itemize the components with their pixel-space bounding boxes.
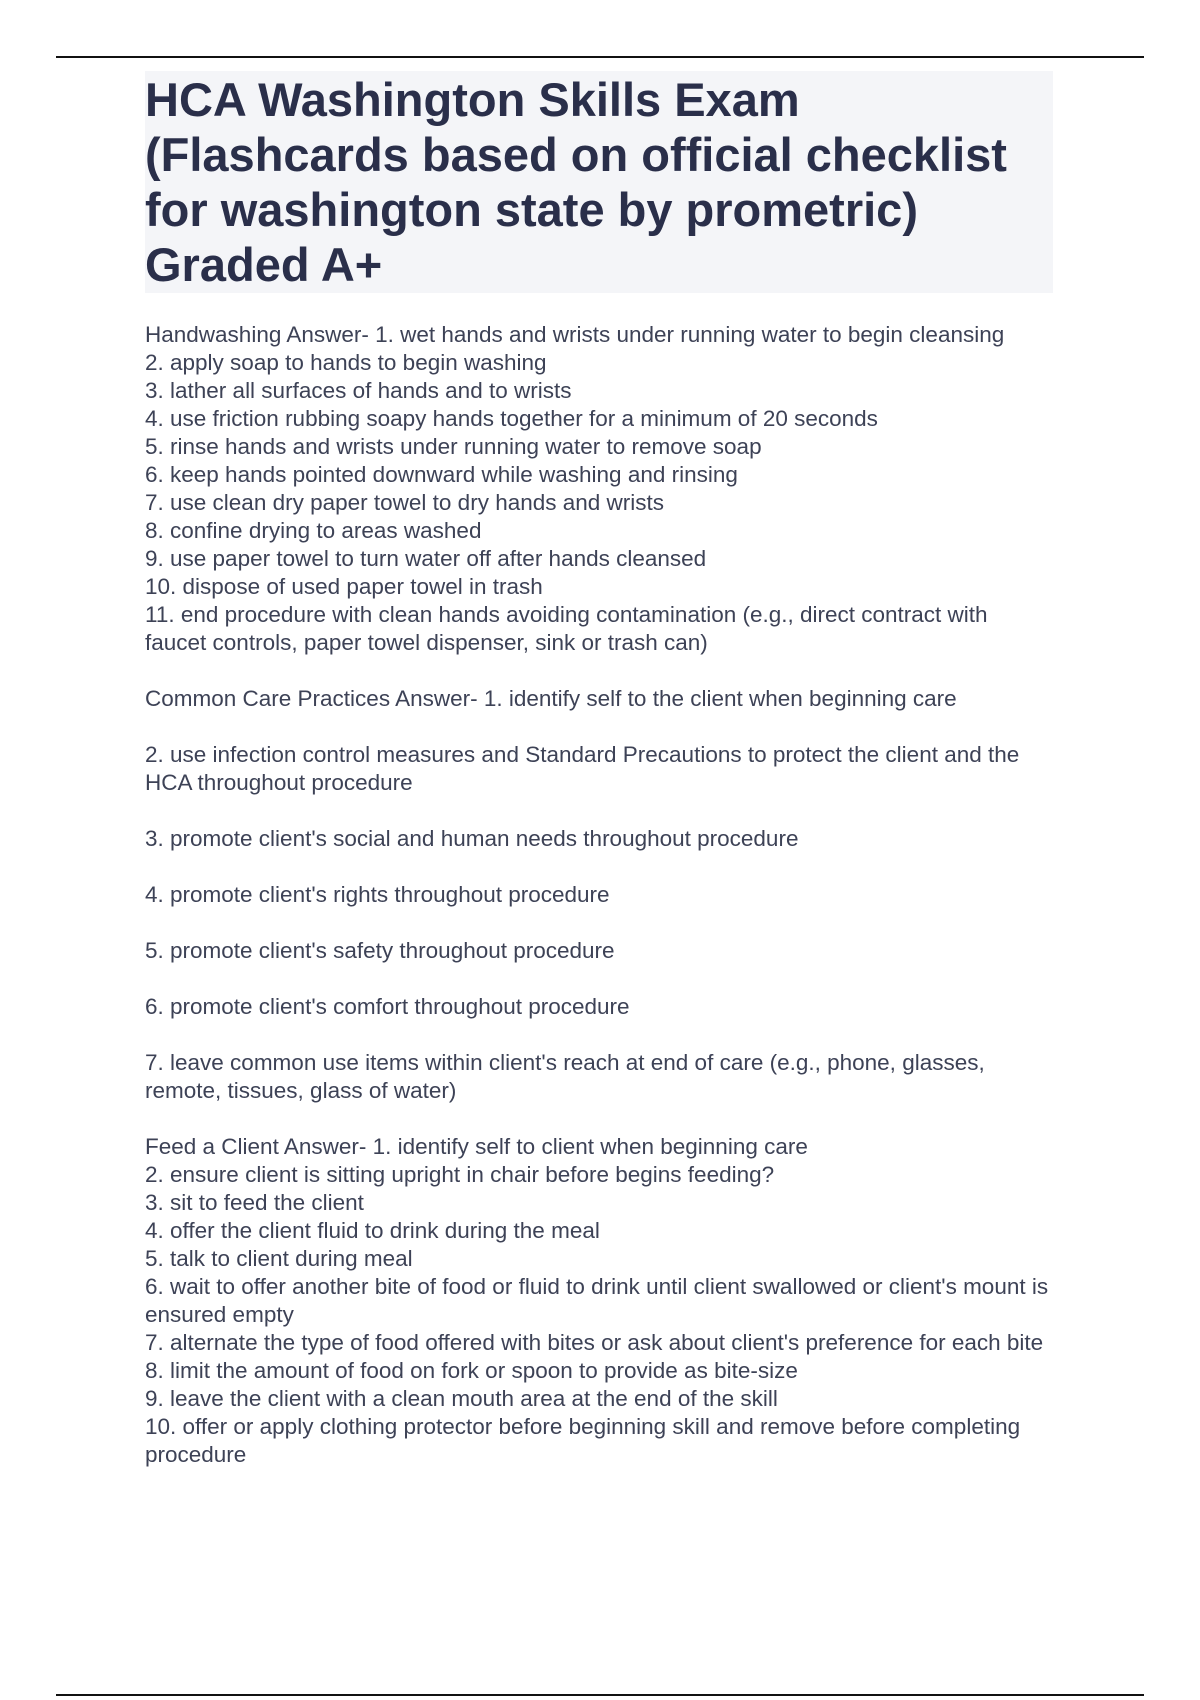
list-item: 5. promote client's safety throughout procedure xyxy=(145,938,615,963)
list-item: 9. leave the client with a clean mouth area at the end of the skill xyxy=(145,1386,778,1411)
list-item: Handwashing Answer- 1. wet hands and wrists under running water to begin cleansing xyxy=(145,322,1005,347)
bottom-rule xyxy=(56,1694,1144,1696)
list-item: 3. lather all surfaces of hands and to wrists xyxy=(145,378,572,403)
list-item: 7. leave common use items within client's reach at end of care (e.g., phone, glasses, remote, tissues, glass of water) xyxy=(145,1050,985,1103)
list-item: 5. rinse hands and wrists under running water to remove soap xyxy=(145,434,762,459)
list-item: 2. use infection control measures and Standard Precautions to protect the client and the HCA throughout procedure xyxy=(145,742,1020,795)
list-item: Common Care Practices Answer- 1. identify self to the client when beginning care xyxy=(145,686,957,711)
list-item: 5. talk to client during meal xyxy=(145,1246,413,1271)
top-rule xyxy=(56,56,1144,58)
list-item: 10. offer or apply clothing protector before beginning skill and remove before completing procedure xyxy=(145,1414,1021,1467)
list-item: 8. confine drying to areas washed xyxy=(145,518,482,543)
list-item: 7. use clean dry paper towel to dry hands and wrists xyxy=(145,490,665,515)
list-item: 3. promote client's social and human needs throughout procedure xyxy=(145,826,799,851)
list-item: 9. use paper towel to turn water off after hands cleansed xyxy=(145,546,707,571)
list-item: 6. promote client's comfort throughout procedure xyxy=(145,994,630,1019)
list-item: 6. keep hands pointed downward while washing and rinsing xyxy=(145,462,738,487)
list-item: 8. limit the amount of food on fork or spoon to provide as bite-size xyxy=(145,1358,798,1383)
list-item: Feed a Client Answer- 1. identify self to client when beginning care xyxy=(145,1134,808,1159)
list-item: 11. end procedure with clean hands avoiding contamination (e.g., direct contract with faucet controls, paper towel dispenser, sink or trash can) xyxy=(145,602,988,655)
list-item: 10. dispose of used paper towel in trash xyxy=(145,574,543,599)
list-item: 7. alternate the type of food offered with bites or ask about client's preference for each bite xyxy=(145,1330,1044,1355)
section-common-care-practices xyxy=(145,685,1055,1105)
section-feed-a-client xyxy=(145,1133,1055,1469)
list-item: 3. sit to feed the client xyxy=(145,1190,364,1215)
list-item: 4. use friction rubbing soapy hands together for a minimum of 20 seconds xyxy=(145,406,878,431)
list-item: 2. ensure client is sitting upright in chair before begins feeding? xyxy=(145,1162,775,1187)
list-item: 4. promote client's rights throughout procedure xyxy=(145,882,610,907)
section-handwashing xyxy=(145,321,1055,657)
list-item: 6. wait to offer another bite of food or fluid to drink until client swallowed or client's mount is ensured empty xyxy=(145,1274,1049,1327)
list-item: 4. offer the client fluid to drink during the meal xyxy=(145,1218,600,1243)
list-item: 2. apply soap to hands to begin washing xyxy=(145,350,547,375)
document-title: HCA Washington Skills Exam (Flashcards based on official checklist for washington state by prometric) Graded A+ xyxy=(145,73,1007,291)
document-body xyxy=(145,321,1055,1497)
